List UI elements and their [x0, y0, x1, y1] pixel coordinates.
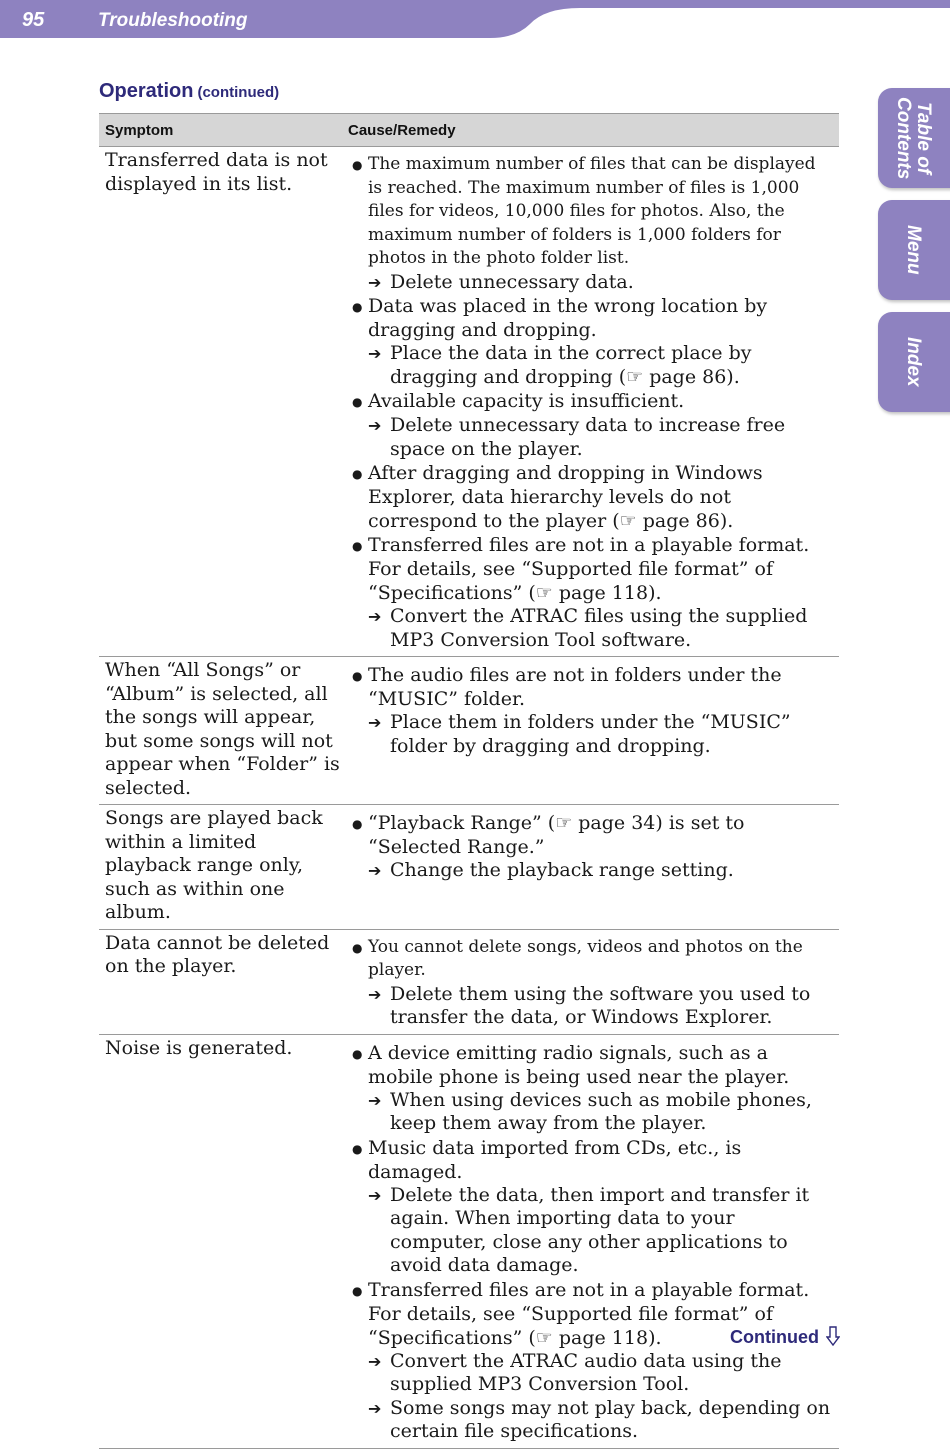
remedy-item	[368, 605, 835, 652]
bullet-icon: ●	[352, 395, 363, 409]
remedy-item	[368, 1397, 835, 1444]
cause-item	[352, 936, 835, 983]
right-arrow-icon: ➔	[368, 1398, 382, 1418]
remedy-item	[368, 342, 835, 389]
cause-item	[352, 461, 835, 533]
table-row	[99, 805, 839, 930]
section-heading-title: Operation	[99, 80, 194, 102]
tab-index[interactable]	[878, 312, 950, 412]
remedy-item	[368, 271, 835, 295]
remedy-item	[368, 711, 835, 758]
cause-item	[352, 1041, 835, 1089]
page-header	[0, 0, 950, 40]
cause-text: Transferred files are not in a playable format. For details, see “Supported file format” of “Specifications” (☞ page 118).	[368, 534, 810, 604]
troubleshooting-table	[99, 113, 839, 1449]
remedy-item	[368, 983, 835, 1030]
right-arrow-icon: ➔	[368, 1351, 382, 1371]
remedy-text: Place the data in the correct place by dragging and dropping (☞ page 86).	[390, 342, 752, 388]
table-row	[99, 657, 839, 805]
remedy-text: Change the playback range setting.	[390, 859, 734, 881]
symptom-cell: Songs are played back within a limited playback range only, such as within one album.	[105, 807, 323, 923]
remedy-item	[368, 1089, 835, 1136]
table-body	[99, 147, 839, 1449]
table-header	[99, 113, 839, 147]
bullet-icon: ●	[352, 669, 363, 683]
tab-table-of-contents-label: Table of Contents	[893, 96, 934, 180]
continued-indicator[interactable]	[730, 1326, 840, 1348]
cause-item	[352, 1136, 835, 1184]
cause-remedy-cell	[342, 805, 839, 929]
table-row	[99, 930, 839, 1035]
remedy-item	[368, 859, 835, 883]
cause-text: You cannot delete songs, videos and photos on the player.	[368, 936, 803, 980]
continued-label: Continued	[730, 1327, 819, 1347]
cause-item	[352, 153, 835, 271]
table-row	[99, 147, 839, 657]
bullet-icon: ●	[352, 1046, 363, 1061]
cause-text: The maximum number of files that can be displayed is reached. The maximum number of files is 1,000 files for videos, 10,000 files for photos. Also, the maximum number of folders is 1,000 folders for photos in the photo folder list.	[368, 154, 816, 268]
bullet-icon: ●	[352, 1141, 363, 1156]
remedy-text: Delete unnecessary data to increase free space on the player.	[390, 414, 786, 460]
down-arrow-icon	[826, 1326, 840, 1346]
remedy-text: Convert the ATRAC audio data using the supplied MP3 Conversion Tool.	[390, 1349, 782, 1395]
cause-item	[352, 294, 835, 342]
right-arrow-icon: ➔	[368, 1090, 382, 1110]
cause-item	[352, 389, 835, 414]
cause-text: Transferred files are not in a playable format. For details, see “Supported file format” of “Specifications” (☞ page 118).	[368, 1278, 810, 1349]
symptom-cell: Data cannot be deleted on the player.	[105, 931, 330, 977]
right-arrow-icon: ➔	[368, 713, 382, 732]
bullet-icon: ●	[352, 300, 363, 314]
remedy-text: Delete unnecessary data.	[390, 270, 634, 293]
remedy-text: Delete them using the software you used to transfer the data, or Windows Explorer.	[390, 982, 811, 1028]
right-arrow-icon: ➔	[368, 1185, 382, 1205]
table-row	[99, 1035, 839, 1449]
cause-item	[352, 811, 835, 859]
cause-item	[352, 533, 835, 605]
right-arrow-icon: ➔	[368, 861, 382, 880]
remedy-item	[368, 414, 835, 461]
cause-remedy-cell	[342, 930, 839, 1034]
remedy-text: Some songs may not play back, depending on certain file specifications.	[390, 1396, 831, 1442]
cause-text: The audio files are not in folders under the “MUSIC” folder.	[368, 664, 782, 710]
remedy-text: Delete the data, then import and transfer it again. When importing data to your computer, close any other applications to avoid data damage.	[390, 1183, 810, 1276]
right-arrow-icon: ➔	[368, 984, 382, 1004]
tab-table-of-contents[interactable]	[878, 88, 950, 188]
tab-index-label: Index	[903, 337, 924, 387]
right-arrow-icon: ➔	[368, 416, 382, 435]
cause-text: Available capacity is insufficient.	[368, 390, 685, 412]
bullet-icon: ●	[352, 817, 363, 831]
column-header-cause-remedy: Cause/Remedy	[348, 121, 456, 139]
tab-menu[interactable]	[878, 200, 950, 300]
cause-item	[352, 663, 835, 711]
section-heading-suffix: (continued)	[197, 84, 280, 101]
symptom-cell: Transferred data is not displayed in its list.	[105, 149, 328, 195]
section-heading	[99, 80, 279, 103]
cause-remedy-cell	[342, 657, 839, 804]
right-arrow-icon: ➔	[368, 607, 382, 626]
page-number: 95	[22, 9, 45, 31]
bullet-icon: ●	[352, 467, 363, 481]
bullet-icon: ●	[352, 539, 363, 553]
bullet-icon: ●	[352, 1283, 363, 1298]
cause-text: “Playback Range” (☞ page 34) is set to “Selected Range.”	[368, 812, 745, 858]
tab-menu-label: Menu	[903, 225, 924, 275]
remedy-text: When using devices such as mobile phones, keep them away from the player.	[390, 1088, 812, 1134]
remedy-text: Convert the ATRAC files using the supplied MP3 Conversion Tool software.	[390, 605, 808, 651]
symptom-cell: Noise is generated.	[105, 1036, 293, 1059]
cause-text: After dragging and dropping in Windows Explorer, data hierarchy levels do not correspond to the player (☞ page 86).	[368, 462, 763, 532]
cause-remedy-cell	[342, 1035, 839, 1448]
cause-text: Data was placed in the wrong location by dragging and dropping.	[368, 295, 768, 341]
right-arrow-icon: ➔	[368, 344, 382, 363]
remedy-item	[368, 1350, 835, 1397]
bullet-icon: ●	[352, 158, 363, 172]
cause-text: A device emitting radio signals, such as a mobile phone is being used near the player.	[368, 1041, 790, 1088]
symptom-cell: When “All Songs” or “Album” is selected, all the songs will appear, but some songs will not appear when “Folder” is selected.	[105, 659, 340, 799]
section-name: Troubleshooting	[98, 10, 248, 31]
cause-remedy-cell	[342, 147, 839, 656]
remedy-text: Place them in folders under the “MUSIC” folder by dragging and dropping.	[390, 711, 791, 757]
cause-text: Music data imported from CDs, etc., is damaged.	[368, 1136, 742, 1183]
column-header-symptom: Symptom	[105, 121, 174, 139]
remedy-item	[368, 1184, 835, 1278]
bullet-icon: ●	[352, 940, 363, 955]
right-arrow-icon: ➔	[368, 272, 382, 292]
